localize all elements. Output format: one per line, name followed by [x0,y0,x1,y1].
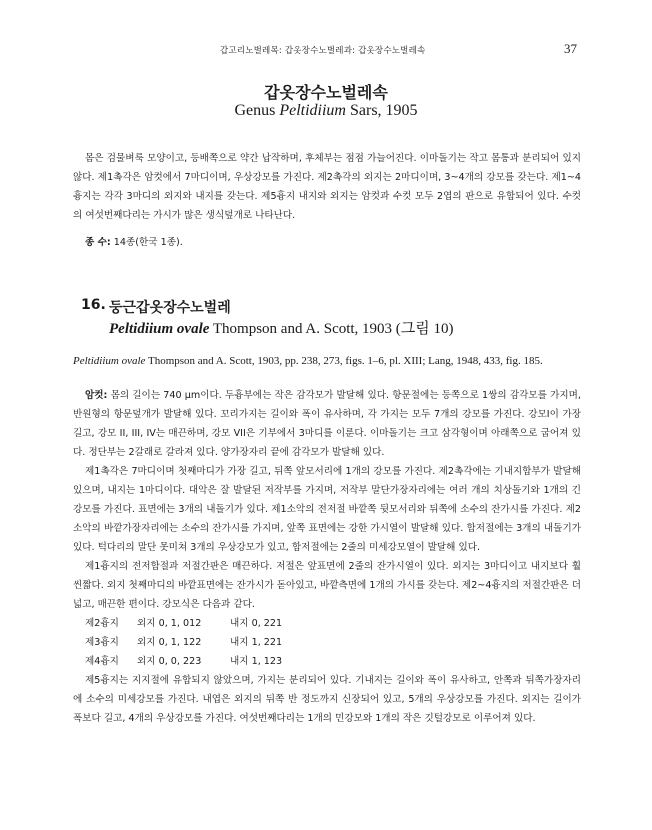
formula-exopod: 외지 0, 0, 223 [137,656,202,667]
female-label: 암컷: [85,390,108,401]
genus-name: Peltidiium [279,102,346,119]
species-title-korean: 둥근갑옷장수노벌레 [109,300,231,316]
citation-name: Peltidiium ovale [73,355,146,367]
formula-exopod: 외지 0, 1, 122 [137,637,202,648]
formula-endopod: 내지 0, 221 [230,618,283,629]
genus-title-latin [0,102,652,120]
paragraph-leg1: 제1흉지의 전저합절과 저절간판은 매끈하다. 저절은 앞표면에 2줄의 잔가시열이 있다. 외지는 3마디이고 내지보다 훨씬짧다. 외지 첫째마디의 바깥표면에는 잔가시가 돋아있고, 바깥측면에 1개의 가시를 갖는다. 제2~4흉지의 저절간판은 더 넓고, 매끈한 편이다. 강모식은 다음과 같다. [73,561,581,610]
formula-endopod: 내지 1, 221 [230,637,283,648]
genus-title-korean: 갑옷장수노벌레속 [264,83,388,102]
species-count-label: 종 수: [85,237,111,248]
synonymy-citation [73,355,583,367]
genus-description: 몸은 검물벼룩 모양이고, 등배쪽으로 약간 납작하며, 후체부는 점점 가늘어진다. 이마돌기는 작고 몸통과 분리되어 있지 않다. 제1촉각은 암컷에서 7마디이며, 우상강모를 가진다. 제2촉각의 외지는 2마디이며, 3~4개의 강모를 갖는다. 제1~4흉지는 각각 3마디의 외지와 내지를 갖는다. 제5흉지 내지와 외지는 암컷과 수컷 모두 2엽의 판으로 유합되어 있다. 수컷의 여섯번째다리는 가시가 많은 생식덮개로 나타난다. [73,153,581,221]
paragraph-leg5: 제5흉지는 지지절에 유합되지 않았으며, 가지는 분리되어 있다. 기내지는 길이와 폭이 유사하고, 안쪽과 뒤쪽가장자리에 소수의 미세강모를 가진다. 내엽은 외지의 뒤쪽 반 정도까지 신장되어 있고, 5개의 우상강모를 가진다. 외지는 길이가 폭보다 길고, 4개의 우상강모를 가진다. 여섯번째다리는 1개의 민강모와 1개의 작은 깃털강모로 이루어져 있다. [73,675,581,724]
species-name: Peltidiium ovale [109,321,210,337]
page-number: 37 [564,41,577,56]
female-paragraph [73,386,581,462]
formula-exopod: 외지 0, 1, 012 [137,618,202,629]
formula-leg: 제4흉지 [85,656,119,667]
setal-formula-row [73,614,581,633]
species-number: 16. [81,297,106,313]
formula-endopod: 내지 1, 123 [230,656,283,667]
paragraph-antennae: 제1촉각은 7마디이며 첫째마디가 가장 길고, 뒤쪽 앞모서리에 1개의 강모를 가진다. 제2촉각에는 기내지합부가 발달해 있으며, 내지는 1마디이다. 대악은 잘 발달된 저작부를 가지며, 저작부 말단가장자리에는 여러 개의 치상돌기와 1개의 긴 강모를 가진다. 표면에는 3개의 내돌기가 있다. 제1소악의 전저절 바깥쪽 뒷모서리와 뒤쪽에 소수의 잔가시를 가진다. 제2소악의 바깥가장자리에는 소수의 잔가시를 가지며, 앞쪽 표면에는 강한 가시열이 발달해 있다. 합저절에는 3개의 내돌기가 있다. 턱다리의 말단 못미쳐 3개의 우상강모가 있고, 합저절에는 2줄의 미세강모열이 발달해 있다. [73,466,581,553]
setal-formula-row [73,652,581,671]
species-author: Thompson and A. Scott, 1903 (그림 10) [212,321,454,337]
citation-text: Thompson and A. Scott, 1903, pp. 238, 273, figs. 1–6, pl. XIII; Lang, 1948, 433, fig. 185. [147,355,543,367]
species-title-latin [109,317,454,338]
genus-word: Genus [234,102,276,119]
genus-author: Sars, 1905 [349,102,418,119]
species-count [85,234,183,248]
species-description [73,386,581,728]
formula-leg: 제2흉지 [85,618,119,629]
species-count-value: 14종(한국 1종). [113,237,183,248]
female-text: 몸의 길이는 740 μm이다. 두흉부에는 작은 감각모가 발달해 있다. 항문절에는 등쪽으로 1쌍의 감각모를 가지며, 반원형의 항문덮개가 발달해 있다. 꼬리가지는 길이와 폭이 유사하며, 각 가지는 모두 7개의 강모를 가진다. 강모I이 가장 길고, 강모 II, III, IV는 매끈하며, 강모 VII은 기부에서 3마디를 이룬다. 이마돌기는 크고 삼각형이며 아래쪽으로 굽어져 있다. 정단부는 2갈래로 갈라져 있다. 양가장자리 끝에 감각모가 발달해 있다. [73,390,581,458]
setal-formula-row [73,633,581,652]
formula-leg: 제3흉지 [85,637,119,648]
running-head: 갑고리노벌레목: 갑옷장수노벌레과: 갑옷장수노벌레속 [220,46,426,56]
